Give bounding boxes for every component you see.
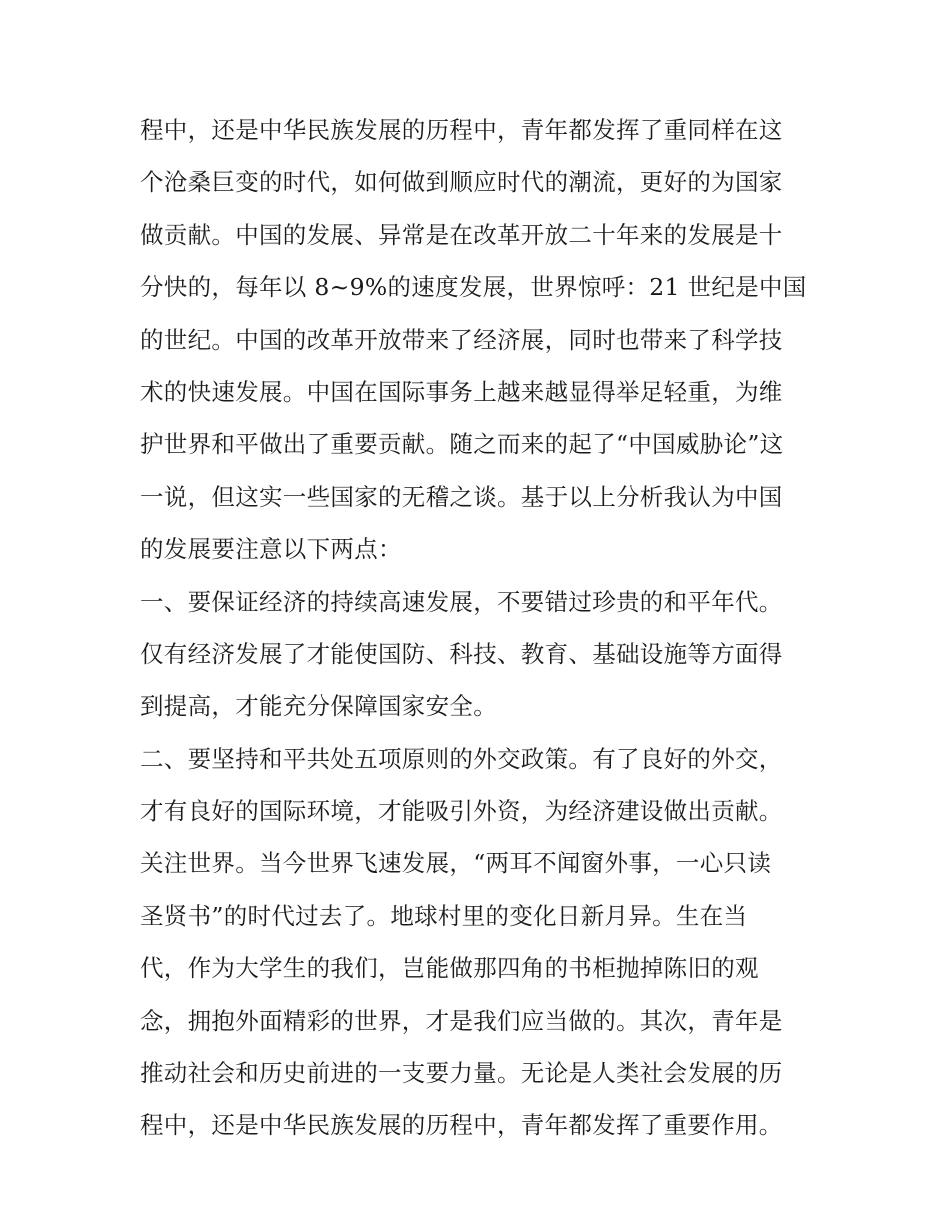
text-line: 的世纪。中国的改革开放带来了经济展，同时也带来了科学技 (140, 325, 783, 354)
text-line: 一说，但这实一些国家的无稽之谈。基于以上分析我认为中国 (140, 482, 783, 511)
text-line: 才有良好的国际环境，才能吸引外资，为经济建设做出贡献。 (140, 797, 783, 826)
text-line: 术的快速发展。中国在国际事务上越来越显得举足轻重，为维 (140, 377, 783, 406)
text-line: 推动社会和历史前进的一支要力量。无论是人类社会发展的历 (140, 1059, 783, 1088)
text-line: 仅有经济发展了才能使国防、科技、教育、基础设施等方面得 (140, 639, 783, 668)
text-line: 二、要坚持和平共处五项原则的外交政策。有了良好的外交， (140, 744, 783, 773)
text-line: 到提高，才能充分保障国家安全。 (140, 692, 497, 721)
text-line: 个沧桑巨变的时代，如何做到顺应时代的潮流，更好的为国家 (140, 168, 783, 197)
text-line: 做贡献。中国的发展、异常是在改革开放二十年来的发展是十 (140, 220, 783, 249)
text-line: 分快的，每年以 8~9%的速度发展，世界惊呼：21 世纪是中国 (140, 273, 807, 302)
text-line: 关注世界。当今世界飞速发展，“两耳不闻窗外事，一心只读 (140, 849, 772, 878)
text-line: 一、要保证经济的持续高速发展，不要错过珍贵的和平年代。 (140, 587, 783, 616)
text-line: 圣贤书”的时代过去了。地球村里的变化日新月异。生在当 (140, 901, 748, 930)
text-line: 代，作为大学生的我们，岂能做那四角的书柜抛掉陈旧的观 (140, 954, 759, 983)
body-text (140, 104, 820, 1152)
text-line: 程中，还是中华民族发展的历程中，青年都发挥了重同样在这 (140, 116, 783, 144)
text-line: 护世界和平做出了重要贡献。随之而来的起了“中国威胁论”这 (140, 430, 784, 459)
text-line: 念，拥抱外面精彩的世界，才是我们应当做的。其次，青年是 (140, 1006, 783, 1035)
text-line: 的发展要注意以下两点： (140, 535, 402, 564)
text-line: 程中，还是中华民族发展的历程中，青年都发挥了重要作用。 (140, 1111, 783, 1140)
